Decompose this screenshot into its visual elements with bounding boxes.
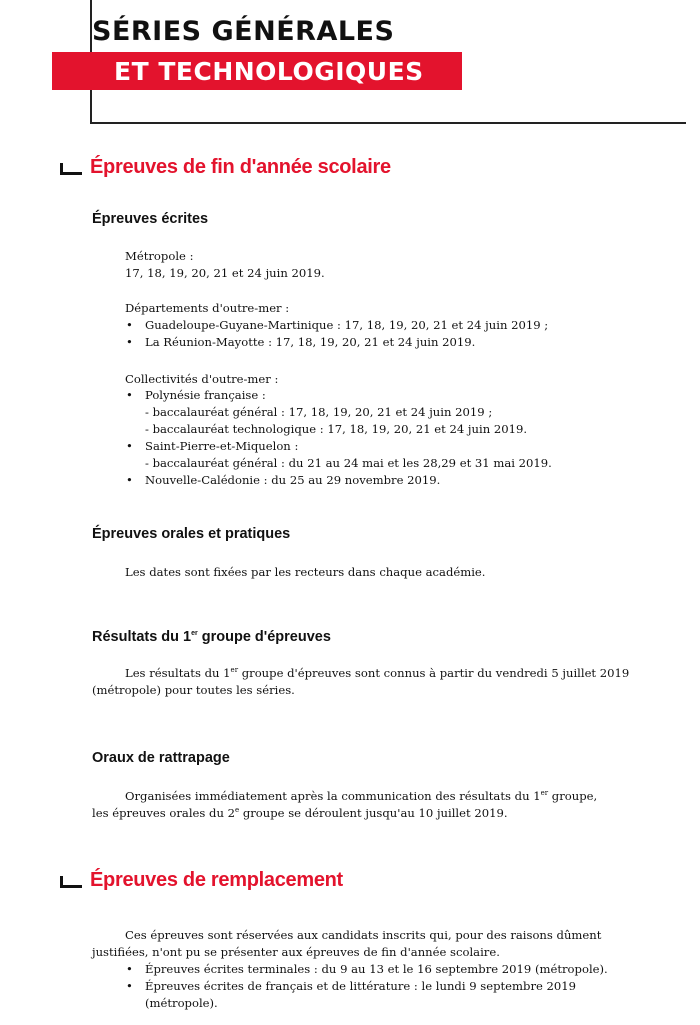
list-item [126,978,577,995]
rattrapage-line1-sup: er [540,789,549,798]
rattrapage-line1-pre: Organisées immédiatement après la communication des résultats du 1 [125,789,541,803]
results-heading-post: groupe d'épreuves [197,629,331,645]
metropole-dates: 17, 18, 19, 20, 21 et 24 juin 2019. [125,266,325,280]
dom-label: Départements d'outre-mer : [125,301,290,315]
spm-label: Saint-Pierre-et-Miquelon : [145,439,299,453]
polynesie-label: Polynésie française : [145,388,266,402]
page-title-banner [52,52,462,90]
spm-general: - baccalauréat général : du 21 au 24 mai et les 28,29 et 31 mai 2019. [145,456,552,470]
remplacement-item-2-cont: (métropole). [145,996,218,1010]
bullet-icon: • [126,473,133,487]
results-heading-sup: er [191,630,198,638]
list-item [126,387,266,404]
results-line1-pre: Les résultats du 1 [125,666,231,680]
metropole-label: Métropole : [125,249,194,263]
remplacement-item-1: Épreuves écrites terminales : du 9 au 13 et le 16 septembre 2019 (métropole). [145,962,608,976]
dom-item-1: Guadeloupe-Guyane-Martinique : 17, 18, 19, 20, 21 et 24 juin 2019 ; [145,318,549,332]
list-item [126,438,299,455]
nc-label: Nouvelle-Calédonie : du 25 au 29 novembre 2019. [145,473,441,487]
remplacement-item-2: Épreuves écrites de français et de littérature : le lundi 9 septembre 2019 [145,979,577,993]
rattrapage-line1 [125,788,597,805]
rattrapage-line2-post: groupe se déroulent jusqu'au 10 juillet 2019. [239,806,508,820]
bullet-icon: • [126,439,133,453]
header-frame-bottom [90,122,686,124]
bullet-icon: • [126,962,133,976]
results-line1-sup: er [230,666,239,675]
section-title: Épreuves de fin d'année scolaire [90,156,391,178]
subheading-results [92,629,331,645]
subheading-rattrapage: Oraux de rattrapage [92,750,230,766]
bullet-icon: • [126,979,133,993]
polynesie-general: - baccalauréat général : 17, 18, 19, 20, 21 et 24 juin 2019 ; [145,405,493,419]
com-label: Collectivités d'outre-mer : [125,372,279,386]
rattrapage-line2 [92,805,508,822]
results-heading-pre: Résultats du 1 [92,629,192,645]
dom-item-2: La Réunion-Mayotte : 17, 18, 19, 20, 21 et 24 juin 2019. [145,335,476,349]
remplacement-intro-line2: justifiées, n'ont pu se présenter aux épreuves de fin d'année scolaire. [92,945,500,959]
remplacement-intro-line1: Ces épreuves sont réservées aux candidats inscrits qui, pour des raisons dûment [125,928,602,942]
results-line2: (métropole) pour toutes les séries. [92,683,295,697]
list-item [126,472,441,489]
list-item [126,317,549,334]
subheading-oral-exams: Épreuves orales et pratiques [92,526,291,542]
section-title: Épreuves de remplacement [90,869,343,891]
oral-text: Les dates sont fixées par les recteurs dans chaque académie. [125,565,486,579]
page-title-line1: SÉRIES GÉNÉRALES [92,16,395,47]
list-item [126,334,476,351]
section-marker-icon [60,163,82,175]
subheading-written-exams: Épreuves écrites [92,211,209,227]
section-heading-fin-annee [60,156,391,179]
bullet-icon: • [126,335,133,349]
rattrapage-line2-pre: les épreuves orales du 2 [92,806,235,820]
list-item [126,961,608,978]
rattrapage-line1-post: groupe, [548,789,598,803]
bullet-icon: • [126,388,133,402]
rattrapage-line2-sup: e [235,806,240,815]
results-line1 [125,665,629,682]
polynesie-techno: - baccalauréat technologique : 17, 18, 19, 20, 21 et 24 juin 2019. [145,422,528,436]
bullet-icon: • [126,318,133,332]
section-heading-remplacement [60,869,343,892]
page-title-line2: ET TECHNOLOGIQUES [114,56,424,86]
section-marker-icon [60,876,82,888]
results-line1-post: groupe d'épreuves sont connus à partir du vendredi 5 juillet 2019 [238,666,630,680]
